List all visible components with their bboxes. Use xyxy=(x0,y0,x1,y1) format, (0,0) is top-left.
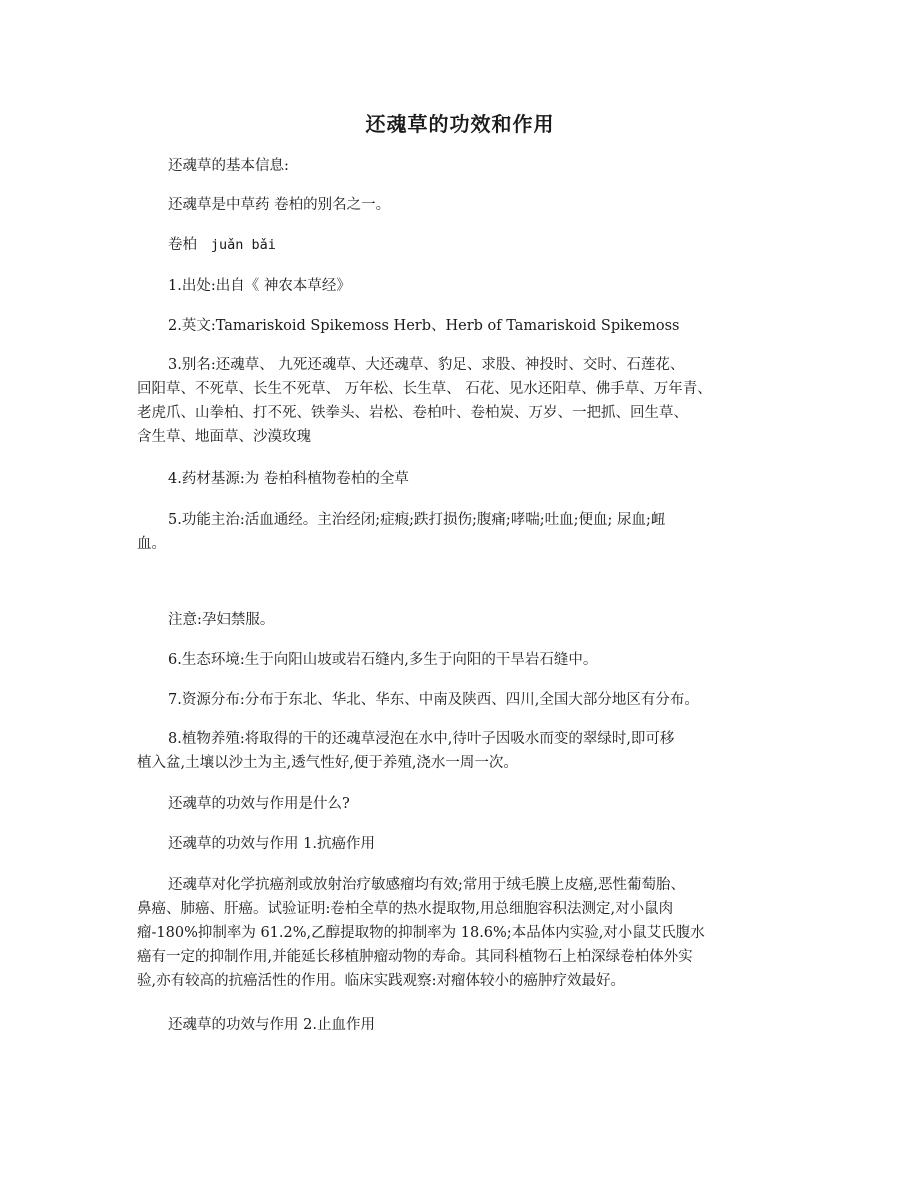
cultivation-line: 8.植物养殖:将取得的干的还魂草浸泡在水中,待叶子因吸水而变的翠绿时,即可移 xyxy=(168,731,675,747)
caution-note: 注意:孕妇禁服。 xyxy=(168,612,275,628)
aliases-item xyxy=(137,353,797,449)
effect2-heading: 还魂草的功效与作用 2.止血作用 xyxy=(168,1017,375,1033)
pinyin-name: 卷柏 xyxy=(168,237,197,253)
intro-paragraph: 还魂草是中草药 卷柏的别名之一。 xyxy=(168,197,391,213)
basic-info-heading: 还魂草的基本信息: xyxy=(168,158,289,174)
aliases-line: 含生草、地面草、沙漠玫瑰 xyxy=(137,429,311,445)
effect1-line: 验,亦有较高的抗癌活性的作用。临床实践观察:对瘤体较小的癌肿疗效最好。 xyxy=(137,973,625,989)
origin-item: 1.出处:出自《 神农本草经》 xyxy=(168,278,351,294)
effect1-paragraph xyxy=(137,873,797,993)
effect1-line: 瘤-180%抑制率为 61.2%,乙醇提取物的抑制率为 18.6%;本品体内实验,对小鼠艾氏腹水 xyxy=(137,925,705,941)
function-item xyxy=(137,508,797,556)
effect1-line: 癌有一定的抑制作用,并能延长移植肿瘤动物的寿命。其同科植物石上柏深绿卷柏体外实 xyxy=(137,949,693,965)
effect1-heading: 还魂草的功效与作用 1.抗癌作用 xyxy=(168,836,375,852)
cultivation-item xyxy=(137,727,797,775)
habitat-item: 6.生态环境:生于向阳山坡或岩石缝内,多生于向阳的干旱岩石缝中。 xyxy=(168,652,598,668)
pinyin-text: juǎn bǎi xyxy=(210,237,276,253)
aliases-line: 老虎爪、山拳柏、打不死、铁拳头、岩松、卷柏叶、卷柏炭、万岁、一把抓、回生草、 xyxy=(137,405,688,421)
effect1-line: 鼻癌、肺癌、肝癌。试验证明:卷柏全草的热水提取物,用总细胞容积法测定,对小鼠肉 xyxy=(137,901,674,917)
page-title: 还魂草的功效和作用 xyxy=(365,112,555,136)
aliases-line: 3.别名:还魂草、 九死还魂草、大还魂草、豹足、求股、神投时、交时、石莲花、 xyxy=(168,357,685,373)
cultivation-line: 植入盆,土壤以沙土为主,透气性好,便于养殖,浇水一周一次。 xyxy=(137,755,518,771)
function-line: 5.功能主治:活血通经。主治经闭;症瘕;跌打损伤;腹痛;哮喘;吐血;便血; 尿血;衄 xyxy=(168,512,666,528)
effect1-line: 还魂草对化学抗癌剂或放射治疗敏感瘤均有效;常用于绒毛膜上皮癌,恶性葡萄胎、 xyxy=(168,877,685,893)
pinyin-line xyxy=(137,233,797,257)
aliases-line: 回阳草、不死草、长生不死草、 万年松、长生草、 石花、见水还阳草、佛手草、万年青、 xyxy=(137,381,712,397)
function-line: 血。 xyxy=(137,536,166,552)
distribution-item: 7.资源分布:分布于东北、华北、华东、中南及陕西、四川,全国大部分地区有分布。 xyxy=(168,692,699,708)
source-item: 4.药材基源:为 卷柏科植物卷柏的全草 xyxy=(168,471,409,487)
effects-question: 还魂草的功效与作用是什么? xyxy=(168,796,350,812)
english-item: 2.英文:Tamariskoid Spikemoss Herb、Herb of Tamariskoid Spikemoss xyxy=(168,318,680,334)
